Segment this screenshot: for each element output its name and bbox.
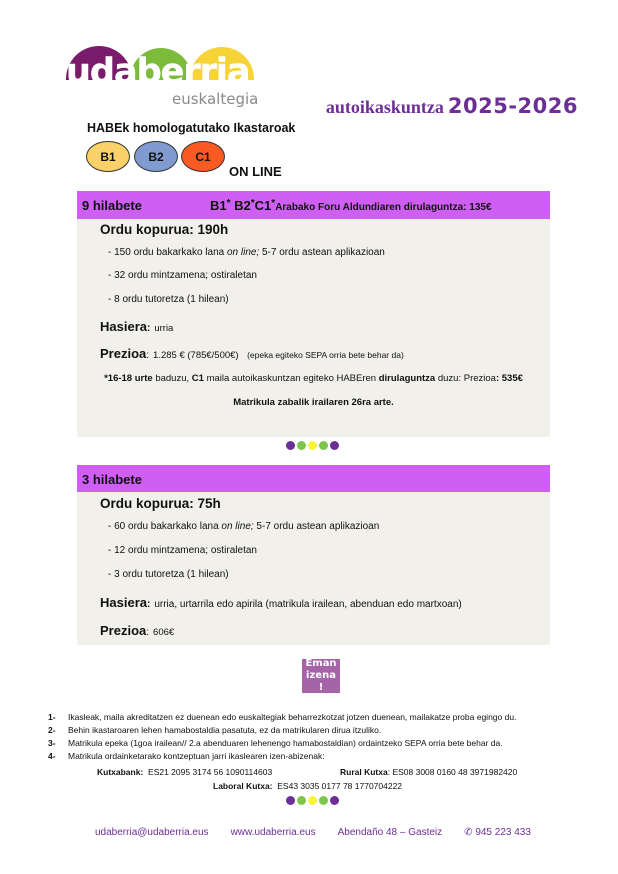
course-hours: Ordu kopurua: 190h (100, 222, 229, 237)
footer-address: Abendaño 48 – Gasteiz (337, 827, 443, 838)
course-start: Hasiera: urria (100, 319, 174, 334)
habe-title: HABEk homologatutako Ikastaroak (87, 121, 296, 135)
signup-line1: Eman (305, 658, 337, 669)
course-item: - 32 ordu mintzamena; ostiraletan (108, 270, 257, 281)
divider-dot (308, 796, 317, 805)
course-3-months-header (77, 465, 550, 493)
note-text: Matrikula epeka (1goa irailean// 2.a abenduaren lehenengo hamabostaldian) ordaintzeko SEPA orria bete behar da. (68, 738, 503, 748)
level-badge-b2: B2 (134, 141, 178, 172)
footer-email[interactable]: udaberria@udaberria.eus (95, 827, 209, 838)
course-9-months-header (77, 191, 550, 219)
phone-number: 945 223 433 (475, 827, 531, 838)
course-price: Prezioa: 1.285 € (785€/500€) (epeka egiteko SEPA orria bete behar da) (100, 346, 404, 361)
note-part: dirulaguntza (378, 373, 436, 384)
bank-name: Laboral Kutxa: (213, 781, 273, 791)
divider-dot (308, 441, 317, 450)
note-part: : 535€ (495, 373, 523, 384)
price-label: Prezioa (100, 346, 147, 361)
course-start: Hasiera: urria, urtarrila edo apirila (matrikula irailean, abenduan edo martxoan) (100, 595, 462, 610)
asterisk: * (226, 197, 231, 209)
note-part: duzu: Prezioa (435, 373, 496, 384)
course-duration: 3 hilabete (82, 471, 142, 487)
level-b1: B1 (209, 197, 227, 213)
price-note: (epeka egiteko SEPA orria bete behar da) (247, 350, 404, 360)
divider-dot (286, 796, 295, 805)
level-badge-c1: C1 (181, 141, 225, 172)
phone-icon: ✆ (464, 827, 473, 838)
note-text: Ikasleak, maila akreditatzen ez duenean edo euskaltegiak beharrezkotzat jotzen duenean, mailakatze proba egingo du. (68, 712, 517, 722)
course-item (108, 247, 385, 258)
start-value: urria (154, 323, 174, 334)
signup-line2: izena (306, 670, 336, 681)
item-emphasis: on line; (226, 247, 260, 258)
level-c1: C1 (254, 197, 272, 213)
note-number: 1- (48, 712, 56, 722)
start-label: Hasiera (100, 595, 147, 610)
course-item: - 3 ordu tutoretza (1 hilean) (108, 569, 229, 580)
grant-text: Arabako Foru Aldundiaren dirulaguntza: 135€ (275, 201, 492, 213)
level-b2: B2 (234, 197, 251, 213)
bank-name: Kutxabank: (97, 767, 144, 777)
bank-iban: : ES08 3008 0160 48 3971982420 (387, 767, 518, 777)
divider-dots (286, 441, 339, 450)
note-number: 3- (48, 738, 56, 748)
course-hours: Ordu kopurua: 75h (100, 496, 221, 511)
divider-dot (330, 441, 339, 450)
note-part: *16-18 urte (104, 373, 153, 384)
note-item (48, 751, 516, 764)
bank-name: Rural Kutxa (340, 767, 388, 777)
divider-dot (319, 441, 328, 450)
bank-laboral-kutxa (213, 781, 402, 791)
level-badge-b1: B1 (86, 141, 130, 172)
price-value: 1.285 € (785€/500€) (153, 350, 239, 361)
divider-dots (286, 796, 339, 805)
note-number: 2- (48, 725, 56, 735)
start-value: urria, urtarrila edo apirila (matrikula irailean, abenduan edo martxoan) (154, 599, 462, 610)
course-item (108, 521, 379, 532)
signup-bang: ! (318, 682, 324, 693)
item-text: - 150 ordu bakarkako lana (108, 247, 227, 258)
item-text: - 60 ordu bakarkako lana (108, 521, 222, 532)
bank-iban: ES43 3035 0177 78 1770704222 (277, 781, 403, 791)
notes-list (48, 712, 516, 764)
asterisk: * (250, 197, 255, 209)
item-emphasis: on line; (221, 521, 254, 532)
logo-wordmark: udaberria (66, 52, 250, 92)
price-value: 606€ (153, 627, 175, 638)
divider-dot (286, 441, 295, 450)
note-number: 4- (48, 751, 56, 761)
divider-dot (297, 441, 306, 450)
note-text: Matrikula ordainketarako kontzeptuan jarri ikaslearen izen-abizenak: (68, 751, 325, 761)
footer-phone (464, 827, 531, 838)
youth-grant-note (77, 373, 550, 384)
note-part: C1 (191, 373, 204, 384)
enrolment-deadline: Matrikula zabalik irailaren 26ra arte. (233, 397, 394, 408)
note-item (48, 712, 516, 725)
course-item: - 12 ordu mintzamena; ostiraletan (108, 545, 257, 556)
signup-button[interactable] (302, 659, 340, 693)
bank-kutxabank (97, 767, 272, 777)
bank-iban: ES21 2095 3174 56 1090114603 (148, 767, 273, 777)
title-subtitle: autoikaskuntza (325, 97, 444, 117)
divider-dot (330, 796, 339, 805)
note-item (48, 738, 516, 751)
title-year: 2025-2026 (447, 94, 578, 118)
note-part: maila autoikaskuntzan egiteko HABEren (203, 373, 379, 384)
divider-dot (319, 796, 328, 805)
start-label: Hasiera (100, 319, 147, 334)
course-item: - 8 ordu tutoretza (1 hilean) (108, 294, 229, 305)
footer-website[interactable]: www.udaberria.eus (230, 827, 316, 838)
course-duration: 9 hilabete (82, 197, 142, 213)
price-label: Prezioa (100, 623, 147, 638)
page-title (326, 94, 578, 118)
logo-subtitle: euskaltegia (172, 90, 259, 108)
bank-rural-kutxa (340, 767, 517, 777)
note-part: baduzu, (152, 373, 192, 384)
asterisk: * (271, 197, 276, 209)
item-text: 5-7 ordu astean aplikazioan (253, 521, 380, 532)
divider-dot (297, 796, 306, 805)
item-text: 5-7 ordu astean aplikazioan (259, 247, 385, 258)
udaberria-logo (64, 40, 284, 112)
mode-label: ON LINE (229, 164, 282, 179)
note-item (48, 725, 516, 738)
footer-contact (95, 827, 531, 838)
levels-grant-note (210, 198, 492, 213)
note-text: Behin ikastaroaren lehen hamabostaldia pasatuta, ez da matrikularen dirua itzuliko. (68, 725, 382, 735)
course-price: Prezioa: 606€ (100, 623, 175, 638)
